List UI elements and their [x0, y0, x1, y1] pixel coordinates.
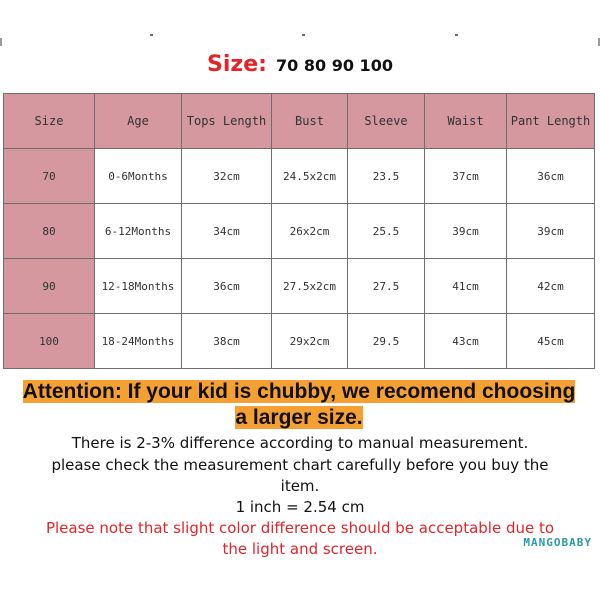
table-cell: 34cm	[182, 204, 272, 259]
table-cell: 38cm	[182, 314, 272, 369]
table-row	[4, 149, 595, 204]
table-cell: 23.5	[348, 149, 425, 204]
size-heading	[0, 52, 600, 77]
table-cell: 29.5	[348, 314, 425, 369]
table-cell: 37cm	[425, 149, 507, 204]
table-cell: 27.5x2cm	[272, 259, 348, 314]
table-cell: 6-12Months	[95, 204, 182, 259]
attention-line-1: Attention: If your kid is chubby, we recomend choosing	[22, 380, 576, 403]
table-header-cell: Age	[95, 94, 182, 149]
table-cell: 39cm	[507, 204, 595, 259]
color-note-line-2: the light and screen.	[222, 540, 378, 558]
size-heading-values: 70 80 90 100	[276, 56, 393, 75]
size-chart-table	[3, 93, 595, 369]
table-cell: 41cm	[425, 259, 507, 314]
color-note-line-1: Please note that slight color difference should be acceptable due to	[45, 519, 555, 537]
table-cell: 36cm	[507, 149, 595, 204]
table-cell-size: 70	[4, 149, 95, 204]
measurement-difference-text: There is 2-3% difference according to manual measurement.	[71, 434, 529, 452]
table-row	[4, 259, 595, 314]
table-cell: 45cm	[507, 314, 595, 369]
table-header-row	[4, 94, 595, 149]
table-cell: 26x2cm	[272, 204, 348, 259]
table-cell-size: 100	[4, 314, 95, 369]
table-cell-size: 80	[4, 204, 95, 259]
table-cell: 29x2cm	[272, 314, 348, 369]
table-cell: 36cm	[182, 259, 272, 314]
table-header-cell: Waist	[425, 94, 507, 149]
attention-notice	[8, 379, 590, 431]
inch-conversion-text: 1 inch = 2.54 cm	[235, 498, 365, 516]
check-chart-text: please check the measurement chart carefully before you buy the	[51, 456, 549, 474]
table-cell: 18-24Months	[95, 314, 182, 369]
table-cell: 32cm	[182, 149, 272, 204]
table-cell: 24.5x2cm	[272, 149, 348, 204]
top-dashes-decoration	[0, 34, 600, 38]
table-header-cell: Bust	[272, 94, 348, 149]
table-cell: 12-18Months	[95, 259, 182, 314]
table-header-cell: Pant Length	[507, 94, 595, 149]
left-edge-mark	[0, 38, 2, 46]
table-header-cell: Size	[4, 94, 95, 149]
table-cell-size: 90	[4, 259, 95, 314]
check-chart-text-continued: item.	[280, 477, 320, 495]
table-cell: 27.5	[348, 259, 425, 314]
table-header-cell: Tops Length	[182, 94, 272, 149]
color-difference-note	[0, 518, 600, 560]
table-row	[4, 204, 595, 259]
table-cell: 25.5	[348, 204, 425, 259]
table-cell: 39cm	[425, 204, 507, 259]
table-row	[4, 314, 595, 369]
brand-watermark: MANGOBABY	[523, 536, 592, 549]
table-cell: 43cm	[425, 314, 507, 369]
size-heading-label: Size:	[207, 52, 267, 77]
table-header-cell: Sleeve	[348, 94, 425, 149]
table-cell: 0-6Months	[95, 149, 182, 204]
table-cell: 42cm	[507, 259, 595, 314]
attention-line-2: a larger size.	[235, 406, 363, 429]
